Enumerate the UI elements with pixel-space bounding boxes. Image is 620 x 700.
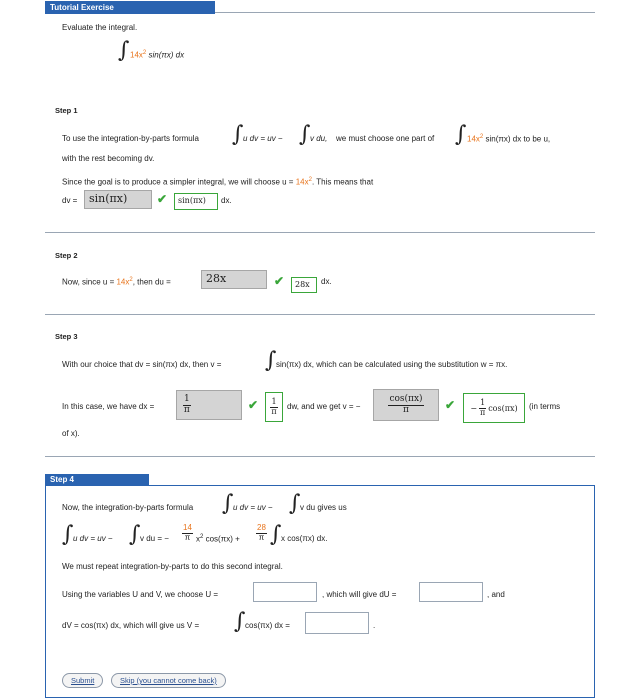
- step4-line5b: cos(πx) dx =: [245, 621, 290, 630]
- U-input[interactable]: [253, 582, 317, 602]
- step1-label: Step 1: [55, 106, 78, 115]
- step3-case-a: In this case, we have dx =: [62, 402, 155, 411]
- step1-formula-end: v du,: [310, 134, 328, 143]
- divider: [45, 456, 595, 457]
- step4-coef2: $\frac{28}{\pi}$: [257, 523, 266, 542]
- step4-line1-formula: u dv = uv −: [233, 503, 273, 512]
- prompt-instruction: Evaluate the integral.: [62, 23, 138, 32]
- step1-line1a: To use the integration-by-parts formula: [62, 134, 199, 143]
- step4-line1-end: v du gives us: [300, 503, 347, 512]
- step4-line2a: u dv = uv −: [73, 534, 113, 543]
- V-input[interactable]: [305, 612, 369, 634]
- step3-case-b: dw, and we get v = −: [287, 402, 361, 411]
- du-answer-box[interactable]: 28x: [201, 270, 267, 289]
- check-icon: ✔: [274, 274, 285, 288]
- step2-label: Step 2: [55, 251, 78, 260]
- step4-line4b: , which will give dU =: [322, 590, 397, 599]
- step4-line1a: Now, the integration-by-parts formula: [62, 503, 194, 512]
- step4-line4a: Using the variables U and V, we choose U =: [62, 590, 219, 599]
- step1-part: $14x^2$ sin(πx) dx to be u,: [467, 134, 551, 144]
- skip-button[interactable]: Skip (you cannot come back): [111, 673, 226, 688]
- v-answer-box[interactable]: $\frac{\cos(\pi x)}{\pi}$: [373, 389, 439, 421]
- step1-formula: u dv = uv −: [243, 134, 283, 143]
- integral-sign: ∫: [118, 38, 130, 63]
- dU-input[interactable]: [419, 582, 483, 602]
- check-icon: ✔: [248, 398, 259, 412]
- step3-text-b: sin(πx) dx, which can be calculated using the substitution w = πx.: [276, 360, 508, 369]
- dx-correct-answer: $\frac{1}{\pi}$: [265, 392, 283, 422]
- step2-text: Now, since $u = 14x^2$, then du =: [62, 277, 171, 287]
- integral-sign: ∫: [455, 122, 467, 147]
- integral-sign: ∫: [299, 122, 311, 147]
- step1-line1b: we must choose one part of: [336, 134, 435, 143]
- du-correct-answer: 28x: [291, 277, 317, 293]
- v-correct-answer: − $\frac{1}{\pi}$ cos(πx): [463, 393, 525, 423]
- step4-line4c: , and: [487, 590, 505, 599]
- step4-line2b: v du = −: [140, 534, 169, 543]
- step4-line2e: x cos(πx) dx.: [281, 534, 328, 543]
- step3-label: Step 3: [55, 332, 78, 341]
- step4-line5a: dV = cos(πx) dx, which will give us V =: [62, 621, 200, 630]
- exercise-header: Tutorial Exercise: [45, 1, 215, 14]
- integral-sign: ∫: [232, 122, 244, 147]
- check-icon: ✔: [445, 398, 456, 412]
- integral-sign: ∫: [62, 522, 74, 547]
- step1-line2: with the rest becoming dv.: [62, 154, 155, 163]
- divider: [45, 314, 595, 315]
- integral-sign: ∫: [234, 609, 246, 634]
- step1-line3: Since the goal is to produce a simpler integral, we will choose $u = 14x^2$. This means that: [62, 177, 374, 187]
- step4-line2cd: $x^2$ cos(πx) +: [196, 534, 240, 544]
- dx-answer-box[interactable]: $\frac{1}{\pi}$: [176, 390, 242, 420]
- integral-sign: ∫: [129, 522, 141, 547]
- step3-in-terms: (in terms: [529, 402, 561, 411]
- step3-of-x: of x).: [62, 429, 80, 438]
- integral-sign: ∫: [265, 348, 277, 373]
- dv-answer-box[interactable]: sin(πx): [84, 190, 152, 209]
- step4-line5c: .: [373, 621, 376, 630]
- integral-sign: ∫: [289, 491, 301, 516]
- du-suffix: dx.: [321, 277, 332, 286]
- divider: [45, 232, 595, 233]
- step4-line3: We must repeat integration-by-parts to do this second integral.: [62, 562, 283, 571]
- integral-sign: ∫: [222, 491, 234, 516]
- dv-label: dv =: [62, 196, 78, 205]
- prompt-integrand: $14x^2$ sin(πx) dx: [130, 50, 185, 60]
- check-icon: ✔: [157, 192, 168, 206]
- step4-coef1: $\frac{14}{\pi}$: [183, 523, 192, 542]
- step3-text-a: With our choice that dv = sin(πx) dx, then v =: [62, 360, 222, 369]
- step4-label: Step 4: [45, 474, 149, 485]
- integral-sign: ∫: [270, 522, 282, 547]
- dv-correct-answer: sin(πx): [174, 193, 218, 210]
- dv-suffix: dx.: [221, 196, 232, 205]
- submit-button[interactable]: Submit: [62, 673, 103, 688]
